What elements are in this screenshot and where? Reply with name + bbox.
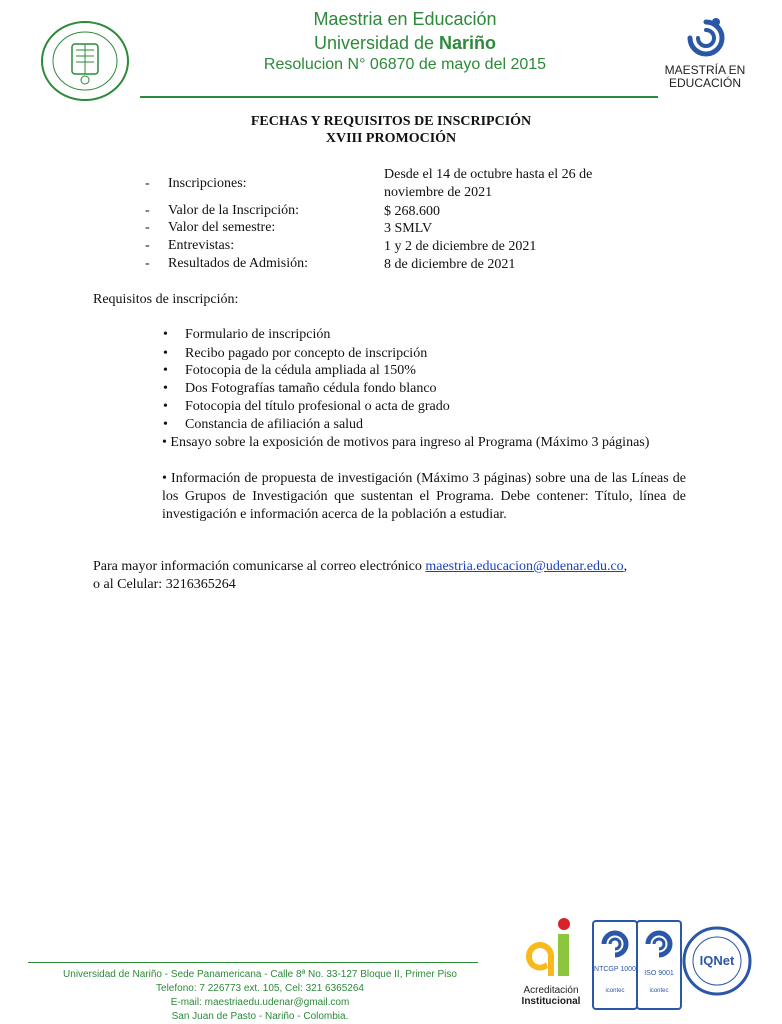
- contact-email-link[interactable]: maestria.educacion@udenar.edu.co: [425, 559, 624, 574]
- ntcgp-cert-badge: NTCGP 1000 icontec: [592, 920, 638, 1010]
- accreditation-ai-icon: [518, 916, 584, 980]
- header-divider: [140, 96, 658, 98]
- iqnet-cert-badge: IQNet: [682, 926, 752, 996]
- footer-divider: [28, 962, 478, 963]
- contact-info: Para mayor información comunicarse al correo electrónico maestria.educacion@udenar.edu.co, o al Celular: 3216365264: [93, 559, 628, 592]
- icontec-icon: [594, 922, 636, 962]
- footer-phone: Telefono: 7 226773 ext. 105, Cel: 321 6365264: [156, 983, 364, 994]
- list-item: • Ensayo sobre la exposición de motivos para ingreso al Programa (Máximo 3 páginas): [162, 435, 650, 450]
- university-seal-logo: [40, 20, 130, 102]
- footer-city: San Juan de Pasto - Nariño - Colombia.: [171, 1011, 349, 1022]
- footer-email: E-mail: maestriaedu.udenar@gmail.com: [170, 997, 350, 1008]
- university-name: Universidad de Nariño: [313, 33, 497, 53]
- list-item: • Información de propuesta de investigación (Máximo 3 páginas) sobre una de las Líneas de los Grupos de Investigación que sustentan el Programa. Debe contener: Título, línea de investigación e información acerca de la población a estudiar.: [162, 471, 686, 522]
- iso-9001-cert-badge: ISO 9001 icontec: [636, 920, 682, 1010]
- icontec-icon: [638, 922, 680, 962]
- requirements-heading: Requisitos de inscripción:: [93, 292, 239, 307]
- document-title: FECHAS Y REQUISITOS DE INSCRIPCIÓN: [250, 114, 532, 129]
- footer-address: Universidad de Nariño - Sede Panamericana - Calle 8ª No. 33-127 Bloque II, Primer Piso: [63, 969, 457, 980]
- resolution-text: Resolucion N° 06870 de mayo del 2015: [263, 56, 547, 73]
- document-subtitle: XVIII PROMOCIÓN: [325, 131, 457, 146]
- program-title: Maestria en Educación: [313, 9, 497, 29]
- accreditation-logo: Acreditación Institucional: [518, 916, 584, 1016]
- maestria-logo-text: MAESTRÍA EN EDUCACIÓN: [664, 63, 746, 90]
- maestria-logo-icon: [680, 12, 732, 64]
